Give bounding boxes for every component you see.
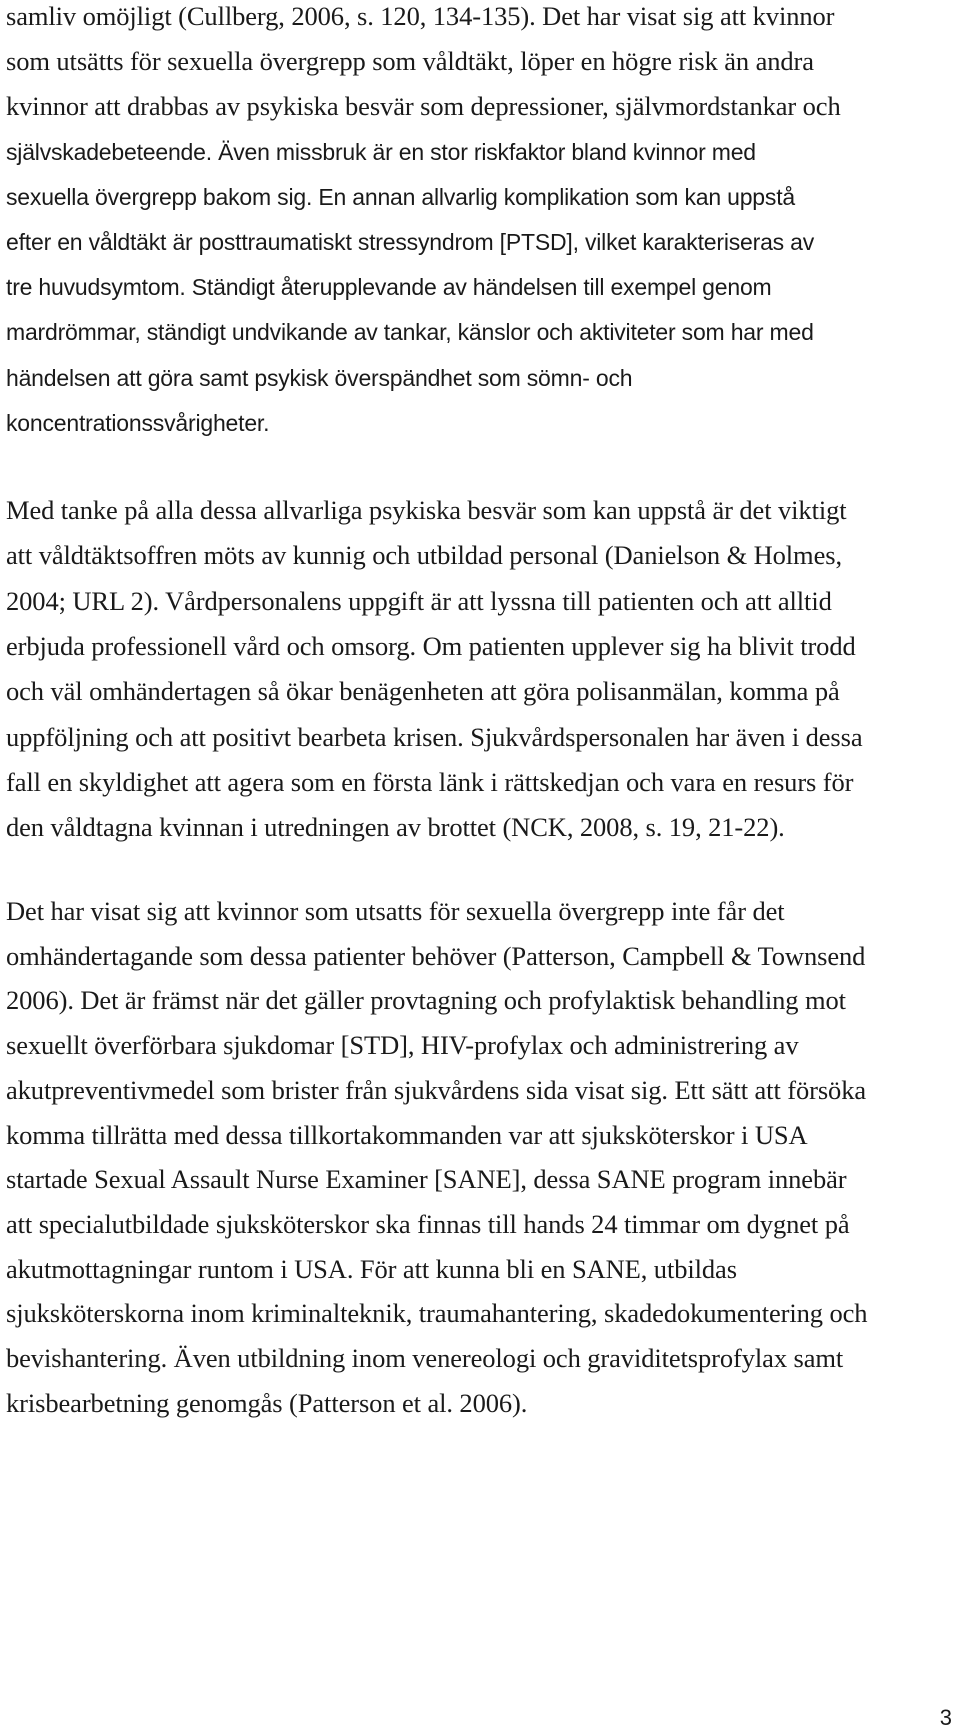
text-line: bevishantering. Även utbildning inom venereologi och graviditetsprofylax samt: [6, 1343, 844, 1373]
text-line: 2004; URL 2). Vårdpersonalens uppgift är att lyssna till patienten och att alltid: [6, 585, 832, 616]
text-line: efter en våldtäkt är posttraumatiskt stressyndrom [PTSD], vilket karakteriseras av: [6, 229, 815, 255]
text-line: sexuella övergrepp bakom sig. En annan allvarlig komplikation som kan uppstå: [6, 183, 795, 210]
text-line: erbjuda professionell vård och omsorg. Om patienten upplever sig ha blivit trodd: [6, 630, 856, 661]
text-line: komma tillrätta med dessa tillkortakommanden var att sjuksköterskor i USA: [6, 1119, 808, 1150]
text-line: Det har visat sig att kvinnor som utsatts för sexuella övergrepp inte får det: [6, 896, 785, 926]
text-line: Med tanke på alla dessa allvarliga psykiska besvär som kan uppstå är det viktigt: [6, 495, 847, 525]
text-line: händelsen att göra samt psykisk överspändhet som sömn- och: [6, 364, 633, 391]
text-line: mardrömmar, ständigt undvikande av tankar, känslor och aktiviteter som har med: [6, 319, 814, 346]
text-line: koncentrationssvårigheter.: [6, 409, 270, 436]
text-line: 2006). Det är främst när det gäller provtagning och profylaktisk behandling mot: [6, 985, 846, 1016]
text-line: tre huvudsymtom. Ständigt återupplevande av händelsen till exempel genom: [6, 274, 772, 301]
text-line: akutmottagningar runtom i USA. För att kunna bli en SANE, utbildas: [6, 1253, 737, 1284]
text-line: krisbearbetning genomgås (Patterson et al. 2006).: [6, 1387, 528, 1418]
text-line: att specialutbildade sjuksköterskor ska finnas till hands 24 timmar om dygnet på: [6, 1208, 850, 1239]
text-line: självskadebeteende. Även missbruk är en stor riskfaktor bland kvinnor med: [6, 138, 756, 165]
text-line: omhändertagande som dessa patienter behöver (Patterson, Campbell & Townsend: [6, 940, 866, 971]
text-line: akutpreventivmedel som brister från sjukvårdens sida visat sig. Ett sätt att försöka: [6, 1074, 867, 1105]
text-line: sjuksköterskorna inom kriminalteknik, traumahantering, skadedokumentering och: [6, 1298, 868, 1329]
text-line: startade Sexual Assault Nurse Examiner [SANE], dessa SANE program innebär: [6, 1164, 847, 1195]
text-line: som utsätts för sexuella övergrepp som våldtäkt, löper en högre risk än andra: [6, 46, 814, 77]
text-line: den våldtagna kvinnan i utredningen av brottet (NCK, 2008, s. 19, 21-22).: [6, 812, 785, 843]
text-line: fall en skyldighet att agera som en första länk i rättskedjan och vara en resurs för: [6, 766, 854, 797]
text-line: och väl omhändertagen så ökar benägenheten att göra polisanmälan, komma på: [6, 676, 840, 707]
text-line: samliv omöjligt (Cullberg, 2006, s. 120, 134-135). Det har visat sig att kvinnor: [6, 1, 835, 31]
text-line: att våldtäktsoffren möts av kunnig och utbildad personal (Danielson & Holmes,: [6, 540, 842, 571]
text-line: sexuellt överförbara sjukdomar [STD], HIV-profylax och administrering av: [6, 1030, 799, 1061]
page-number: 3: [939, 1705, 952, 1730]
document-page: [6, 0, 956, 1734]
text-line: uppföljning och att positivt bearbeta krisen. Sjukvårdspersonalen har även i dessa: [6, 721, 863, 752]
text-line: kvinnor att drabbas av psykiska besvär som depressioner, självmordstankar och: [6, 91, 841, 122]
